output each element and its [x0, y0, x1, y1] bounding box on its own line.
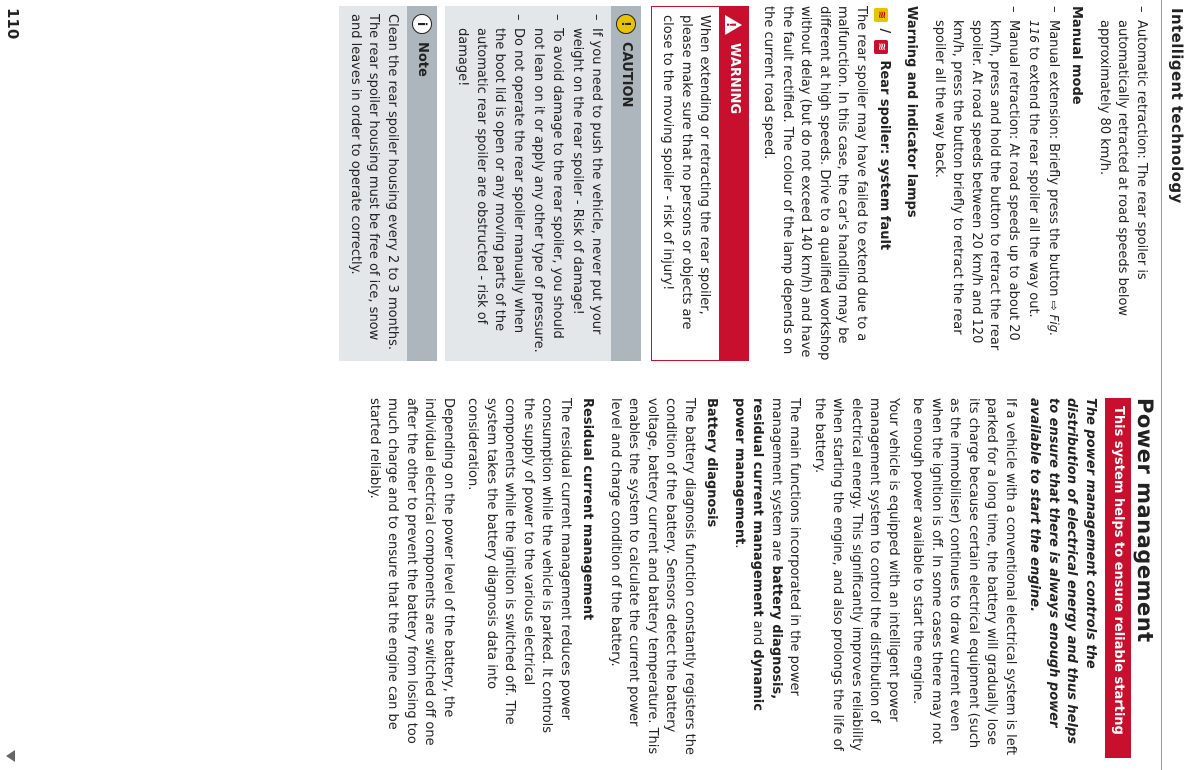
fault-separator: / [877, 28, 892, 34]
caution-title: CAUTION [619, 42, 635, 108]
main-functions-text: The main functions incorporated in the power management system are [769, 398, 803, 696]
manual-extension-text-end: to extend the rear spoiler all the way out. [1026, 47, 1042, 318]
warning-text: When extending or retracting the rear spoiler, please make sure that no persons or objects are close to the moving spoiler - risk of injury! [652, 7, 720, 360]
note-title: Note [415, 42, 431, 77]
paragraph: If a vehicle with a conventional electrical system is left parked for a long time, the battery will gradually lose its charge because certain electrical equipment (such as the immobiliser) continues to draw current even when the ignition is off. In some cases there may not be enough power available to start the engine. [910, 398, 1018, 756]
intro-text: The power management controls the distribution of electrical energy and thus helps to ensure that there is always enough power available to start the engine. [1027, 398, 1098, 744]
spoiler-red-lamp-icon: ≋ [874, 40, 888, 54]
manual-mode-heading: Manual mode [1069, 6, 1085, 105]
caution-item: – Do not operate the rear spoiler manually when the boot lid is open or any moving parts of the automatic rear spoiler are obstructed - risk of damage! [453, 14, 527, 353]
warning-title: WARNING [727, 43, 742, 115]
residual-current-text: The residual current management reduces power consumption while the vehicle is parked. It controls the supply of power to the various electrical components while the ignition is switched off. The system takes the battery diagnosis data into consideration. [465, 398, 573, 733]
fault-text: The rear spoiler may have failed to extend due to a malfunction. In this case, the car's handling may be different at high speeds. Drive to a qualified workshop without delay (but do not exceed 140 km/h) and have the fault rectified. The colour of the lamp depends on the current road speed. [761, 6, 869, 361]
battery-diagnosis-text: The battery diagnosis function constantly registers the condition of the battery. Sensors detect the battery voltage, battery current and battery temperature. This enables the system to calculate the current power level and charge condition of the battery. [608, 398, 697, 756]
main-functions-bold-1: battery diagnosis, residual current management [750, 398, 784, 700]
warning-header [720, 7, 749, 360]
caution-exclamation-icon: ! [616, 14, 636, 34]
fault-heading [874, 6, 893, 361]
caution-body [445, 6, 611, 361]
manual-extension-item [1024, 6, 1063, 361]
main-functions-end: . [732, 544, 747, 549]
caution-item: – If you need to push the vehicle, never put your weight on the rear spoiler - Risk of damage! [568, 14, 605, 353]
fault-heading-text: Rear spoiler: system fault [877, 60, 892, 251]
caution-item: – To avoid damage to the rear spoiler, you should not lean on it or apply any other type of pressure. [529, 14, 566, 353]
page-header-title: Intelligent technology [1168, 8, 1186, 204]
warning-box [651, 6, 749, 361]
paragraph: Your vehicle is equipped with an intelligent power management system to control the distribution of electrical energy. This significantly improves reliability when starting the engine, and also prolongs the life of the battery. [812, 398, 901, 752]
warning-triangle-icon: ! [725, 15, 742, 35]
note-header [407, 6, 437, 361]
battery-diagnosis-heading: Battery diagnosis [704, 398, 720, 528]
page-number: 110 [4, 8, 22, 40]
continue-triangle-icon [6, 750, 15, 762]
main-functions-and: and [750, 620, 766, 646]
left-column [332, 6, 1151, 361]
warning-lamps-heading: Warning and indicator lamps [904, 6, 920, 218]
info-icon: i [412, 14, 432, 34]
note-box [340, 6, 438, 361]
final-paragraph: Depending on the power level of the battery, the individual electrical components are switched off one after the other to prevent the battery from losing too much charge and to ensure that the engine can be started reliably. [367, 398, 456, 746]
caution-header [611, 6, 641, 361]
auto-retraction-item: – Automatic retraction: The rear spoiler is automatically retracted at road speeds below approximately 80 km/h. [1095, 6, 1151, 361]
figure-reference-link[interactable]: ⇨ Fig. 116 [1027, 20, 1061, 337]
spoiler-yellow-lamp-icon: ≋ [874, 8, 888, 22]
note-text: Clean the rear spoiler housing every 2 to 3 months. The rear spoiler housing must be free of ice, snow and leaves in order to operate correctly. [340, 6, 408, 361]
residual-current-heading: Residual current management [580, 398, 596, 621]
right-column [359, 398, 1155, 758]
caution-box [445, 6, 641, 361]
section-title: Power management [1133, 398, 1157, 643]
main-functions-paragraph [730, 398, 804, 758]
header-divider [1161, 0, 1162, 770]
manual-extension-text: Manual extension: Briefly press the button [1046, 20, 1061, 297]
main-functions-bold-2: dynamic power management [732, 398, 766, 711]
manual-retraction-item: – Manual retraction: At road speeds up to about 20 km/h, press and hold the button to retract the rear spoiler. At road speeds between 20 km/h and 120 km/h, press the button briefly to retract the rear spoiler all the way back. [930, 6, 1023, 361]
section-banner: This system helps to ensure reliable starting [1105, 398, 1132, 758]
